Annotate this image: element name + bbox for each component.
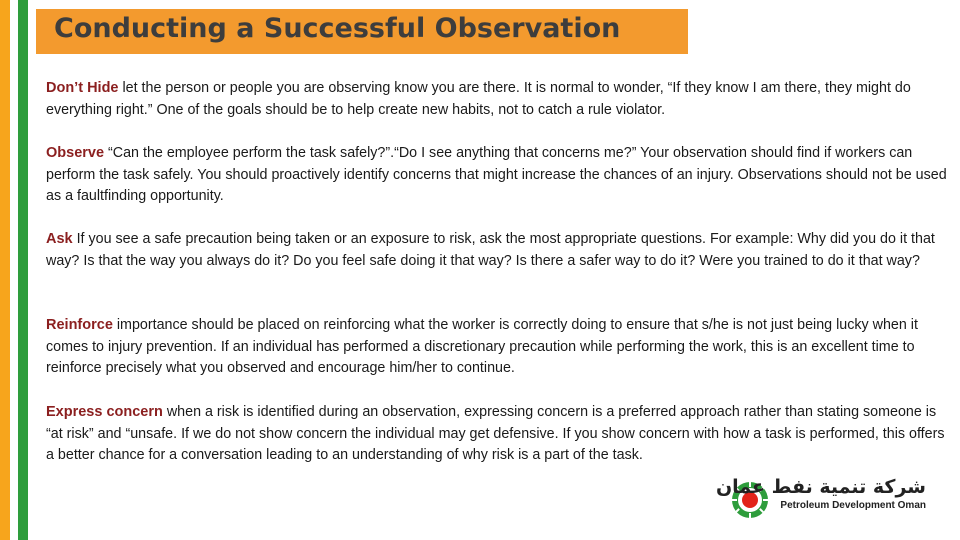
left-green-stripe <box>18 0 28 540</box>
section-express-concern <box>46 402 954 467</box>
section-ask <box>46 229 954 272</box>
section-text: importance should be placed on reinforcing what the worker is correctly doing to ensure that s/he is not just being lucky when it comes to injury prevention. If an individual has performed a discretionary precaution while performing the work, this is an excellent time to reinforce precisely what you observed and encourage him/her to continue. <box>46 317 918 376</box>
section-keyword: Express concern <box>46 404 163 420</box>
slide-title: Conducting a Successful Observation <box>54 13 621 44</box>
company-logo <box>715 476 930 520</box>
section-keyword: Ask <box>46 231 73 247</box>
section-text: let the person or people you are observing know you are there. It is normal to wonder, “If they know I am there, they might do everything right.” One of the goals should be to help create new habits, not to catch a rule violator. <box>46 80 911 118</box>
section-keyword: Observe <box>46 145 105 161</box>
section-reinforce <box>46 315 954 380</box>
section-keyword: Reinforce <box>46 317 113 333</box>
section-keyword: Don’t Hide <box>46 80 119 96</box>
section-dont-hide <box>46 78 954 121</box>
section-text: “Can the employee perform the task safely?”.“Do I see anything that concerns me?” Your observation should find if workers can perform the task safely. You should proactively identify concerns that might increase the chances of an injury. Observations should not be used as a faultfinding opportunity. <box>46 145 947 204</box>
section-text: If you see a safe precaution being taken or an exposure to risk, ask the most appropriate questions. For example: Why did you do it that way? Is that the way you always do it? Do you feel safe doing it that way? Is there a safer way to do it? Were you trained to do it that way? <box>46 231 935 269</box>
left-orange-stripe <box>0 0 10 540</box>
section-text: when a risk is identified during an observation, expressing concern is a preferred approach rather than stating someone is “at risk” and “unsafe. If we do not show concern the individual may get defensive. If you show concern with how a task is performed, this offers a better chance for a conversation leading to an understanding of why risk is a part of the task. <box>46 404 945 463</box>
logo-english-wordmark: Petroleum Development Oman <box>780 500 926 511</box>
logo-arabic-wordmark: شركة تنمية نفط عمان <box>715 476 926 498</box>
section-observe <box>46 143 954 208</box>
